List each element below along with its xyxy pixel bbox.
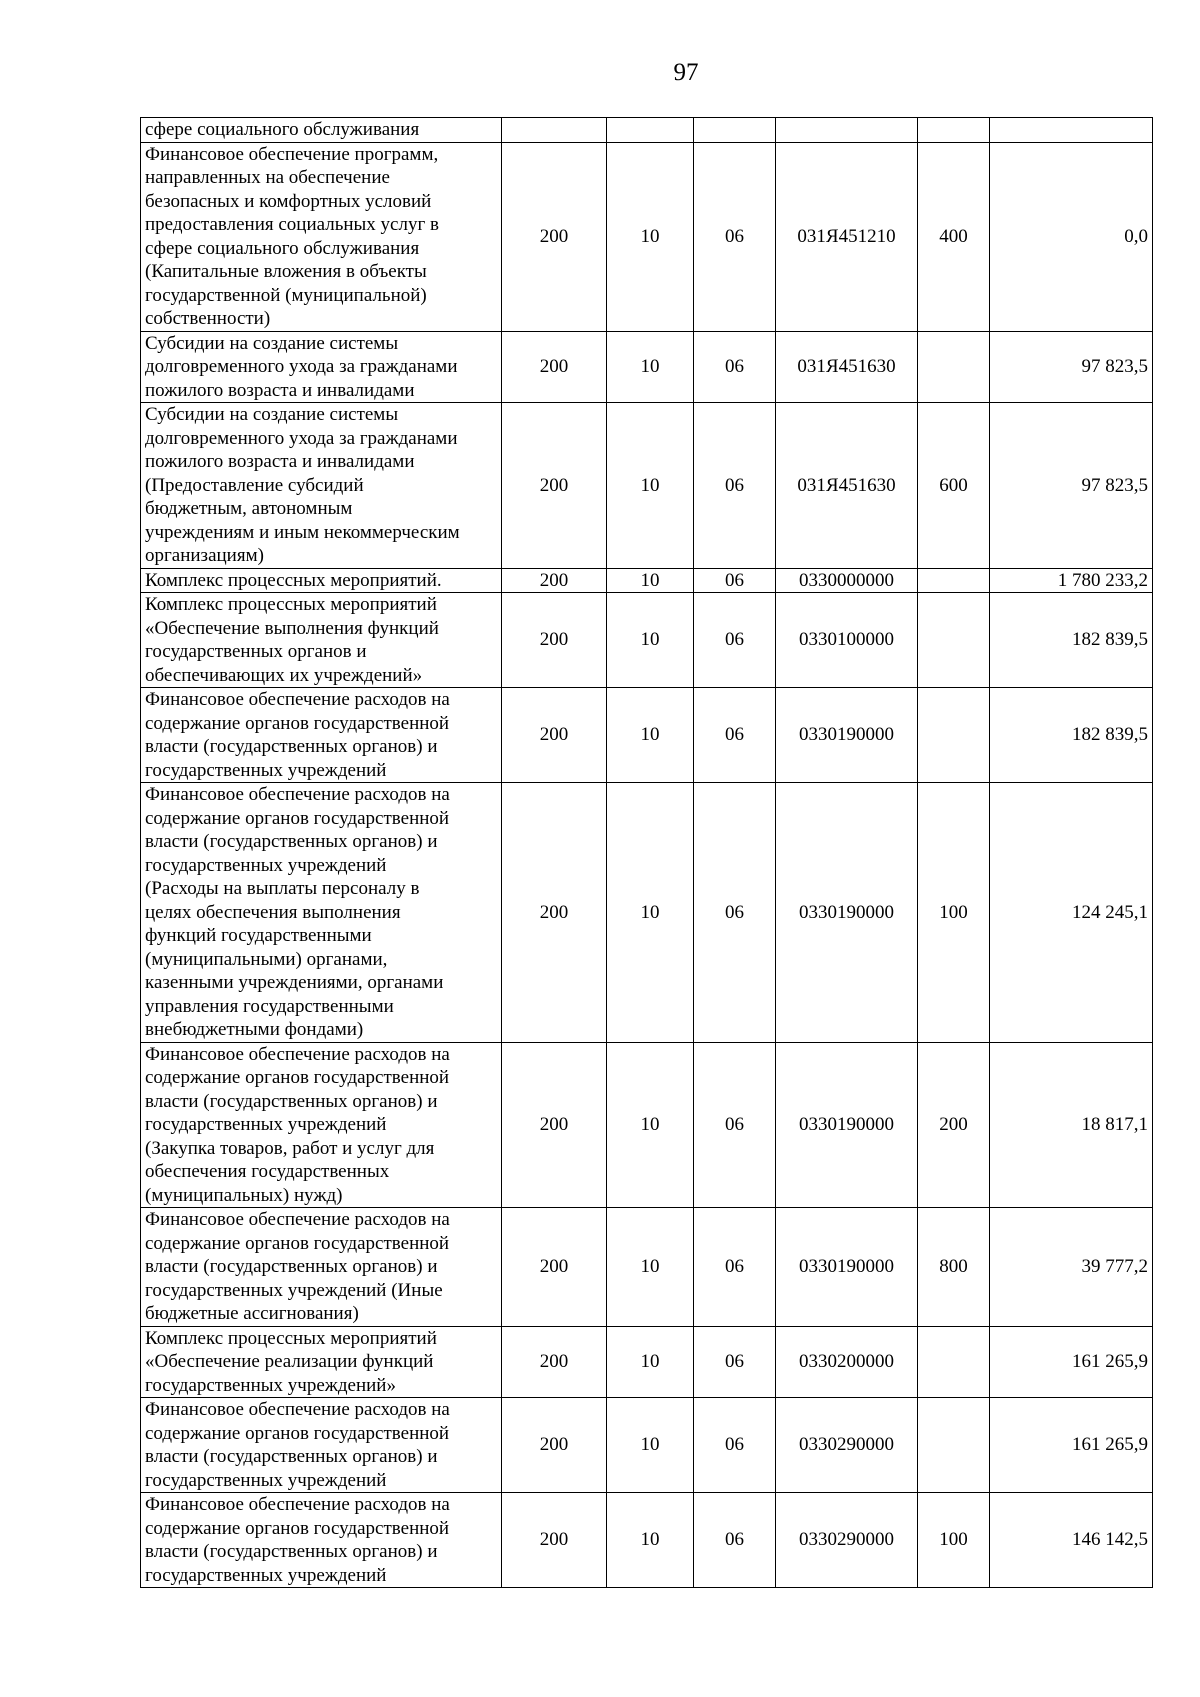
description-line: государственных учреждений [145,759,387,781]
subsection-code-cell: 06 [694,1493,776,1588]
table-row [141,331,1153,403]
section-code-cell: 10 [607,568,694,593]
description-line: (Капитальные вложения в объекты [145,261,427,282]
expense-type-cell [918,688,990,783]
description-cell [141,142,502,331]
target-article-cell: 0330100000 [776,593,918,688]
subsection-code-cell: 06 [694,1208,776,1327]
amount-cell: 182 839,5 [990,593,1153,688]
amount-cell: 146 142,5 [990,1493,1153,1588]
amount-cell: 0,0 [990,142,1153,331]
target-article-cell: 0330290000 [776,1493,918,1588]
table-row [141,403,1153,569]
target-article-cell: 0330190000 [776,1042,918,1208]
ministry-code-cell: 200 [502,331,607,403]
table-row [141,593,1153,688]
description-line: обеспечивающих их учреждений» [145,664,423,686]
section-code-cell: 10 [607,1493,694,1588]
description-line: Комплекс процессных мероприятий [145,1327,437,1349]
table-row [141,142,1153,331]
description-cell [141,1326,502,1398]
description-cell [141,593,502,688]
expense-type-cell [918,568,990,593]
ministry-code-cell [502,118,607,143]
ministry-code-cell: 200 [502,142,607,331]
amount-cell: 18 817,1 [990,1042,1153,1208]
description-line: Финансовое обеспечение расходов на [145,784,450,805]
section-code-cell: 10 [607,1398,694,1493]
subsection-code-cell: 06 [694,593,776,688]
section-code-cell: 10 [607,331,694,403]
description-line: содержание органов государственной [145,1232,450,1254]
expense-type-cell [918,1326,990,1398]
table-row [141,688,1153,783]
ministry-code-cell: 200 [502,1398,607,1493]
target-article-cell: 031Я451210 [776,142,918,331]
description-line: сфере социального обслуживания [145,119,420,140]
section-code-cell: 10 [607,1326,694,1398]
description-line: государственных учреждений [145,1564,387,1586]
amount-cell: 161 265,9 [990,1398,1153,1493]
description-cell [141,1208,502,1327]
description-line: организациям) [145,545,264,566]
subsection-code-cell: 06 [694,688,776,783]
description-line: бюджетные ассигнования) [145,1303,359,1324]
description-line: государственных учреждений» [145,1374,396,1396]
ministry-code-cell: 200 [502,1326,607,1398]
description-line: управления государственными [145,995,394,1017]
expense-type-cell: 400 [918,142,990,331]
description-cell [141,688,502,783]
ministry-code-cell: 200 [502,403,607,569]
description-line: государственных учреждений (Иные [145,1279,443,1301]
description-line: (муниципальными) органами, [145,948,388,970]
description-line: содержание органов государственной [145,1067,450,1088]
description-line: Финансовое обеспечение расходов на [145,689,450,710]
description-line: бюджетным, автономным [145,498,353,519]
description-line: Финансовое обеспечение расходов на [145,1209,450,1230]
section-code-cell: 10 [607,1208,694,1327]
description-line: власти (государственных органов) и [145,1256,438,1277]
amount-cell: 182 839,5 [990,688,1153,783]
ministry-code-cell: 200 [502,1208,607,1327]
description-line: государственной (муниципальной) [145,284,427,306]
table-row [141,1398,1153,1493]
page-number: 97 [673,59,699,86]
section-code-cell: 10 [607,1042,694,1208]
description-line: предоставления социальных услуг в [145,214,439,235]
budget-table-body [141,118,1153,1588]
description-line: власти (государственных органов) и [145,1090,438,1112]
description-line: власти (государственных органов) и [145,1541,438,1562]
description-line: обеспечения государственных [145,1161,390,1182]
ministry-code-cell: 200 [502,568,607,593]
description-line: Комплекс процессных мероприятий. [145,569,442,591]
amount-cell: 124 245,1 [990,783,1153,1043]
expense-type-cell [918,1398,990,1493]
ministry-code-cell: 200 [502,688,607,783]
description-line: Комплекс процессных мероприятий [145,594,437,615]
description-line: направленных на обеспечение [145,167,390,188]
expense-type-cell: 600 [918,403,990,569]
description-cell [141,568,502,593]
description-cell [141,783,502,1043]
amount-cell [990,118,1153,143]
description-line: внебюджетными фондами) [145,1019,364,1040]
expense-type-cell: 800 [918,1208,990,1327]
expense-type-cell: 100 [918,783,990,1043]
description-line: (Предоставление субсидий [145,474,364,496]
amount-cell: 97 823,5 [990,403,1153,569]
ministry-code-cell: 200 [502,593,607,688]
section-code-cell: 10 [607,142,694,331]
ministry-code-cell: 200 [502,1493,607,1588]
description-line: государственных учреждений [145,1114,387,1135]
table-row [141,1042,1153,1208]
description-line: содержание органов государственной [145,1422,450,1444]
description-line: пожилого возраста и инвалидами [145,451,415,472]
description-line: государственных учреждений [145,1469,387,1491]
description-line: (Расходы на выплаты персоналу в [145,878,420,899]
description-line: Финансовое обеспечение программ, [145,143,439,165]
ministry-code-cell: 200 [502,783,607,1043]
description-line: долговременного ухода за гражданами [145,356,458,377]
table-row [141,1493,1153,1588]
description-cell [141,1042,502,1208]
section-code-cell: 10 [607,783,694,1043]
table-row [141,1208,1153,1327]
description-line: сфере социального обслуживания [145,237,420,259]
target-article-cell: 0330290000 [776,1398,918,1493]
description-line: Финансовое обеспечение расходов на [145,1399,450,1420]
expense-type-cell [918,118,990,143]
description-line: Субсидии на создание системы [145,332,399,354]
description-line: власти (государственных органов) и [145,736,438,757]
expense-type-cell [918,331,990,403]
amount-cell: 161 265,9 [990,1326,1153,1398]
table-row [141,1326,1153,1398]
target-article-cell: 031Я451630 [776,403,918,569]
description-line: власти (государственных органов) и [145,1446,438,1467]
target-article-cell: 0330200000 [776,1326,918,1398]
section-code-cell: 10 [607,593,694,688]
description-line: целях обеспечения выполнения [145,901,401,923]
budget-table [140,117,1153,1588]
description-cell [141,403,502,569]
description-line: казенными учреждениями, органами [145,972,444,993]
description-line: «Обеспечение реализации функций [145,1351,434,1372]
description-line: содержание органов государственной [145,1517,450,1539]
subsection-code-cell [694,118,776,143]
section-code-cell: 10 [607,403,694,569]
description-line: функций государственными [145,925,372,946]
description-cell [141,118,502,143]
description-line: (Закупка товаров, работ и услуг для [145,1137,435,1159]
description-line: государственных учреждений [145,854,387,876]
amount-cell: 97 823,5 [990,331,1153,403]
description-line: Финансовое обеспечение расходов на [145,1043,450,1065]
description-line: долговременного ухода за гражданами [145,427,458,449]
section-code-cell [607,118,694,143]
description-line: содержание органов государственной [145,807,450,829]
description-line: Финансовое обеспечение расходов на [145,1494,450,1515]
description-line: собственности) [145,308,271,329]
description-cell [141,1493,502,1588]
subsection-code-cell: 06 [694,1042,776,1208]
description-line: пожилого возраста и инвалидами [145,379,415,401]
ministry-code-cell: 200 [502,1042,607,1208]
description-line: содержание органов государственной [145,712,450,734]
subsection-code-cell: 06 [694,331,776,403]
subsection-code-cell: 06 [694,783,776,1043]
subsection-code-cell: 06 [694,1398,776,1493]
expense-type-cell: 100 [918,1493,990,1588]
expense-type-cell: 200 [918,1042,990,1208]
section-code-cell: 10 [607,688,694,783]
subsection-code-cell: 06 [694,1326,776,1398]
description-line: государственных органов и [145,641,367,662]
target-article-cell: 0330190000 [776,1208,918,1327]
description-cell [141,331,502,403]
amount-cell: 39 777,2 [990,1208,1153,1327]
description-line: власти (государственных органов) и [145,831,438,852]
amount-cell: 1 780 233,2 [990,568,1153,593]
table-row [141,118,1153,143]
table-row [141,568,1153,593]
target-article-cell: 0330190000 [776,783,918,1043]
description-line: Субсидии на создание системы [145,404,399,425]
description-line: «Обеспечение выполнения функций [145,617,439,639]
target-article-cell: 0330190000 [776,688,918,783]
target-article-cell: 0330000000 [776,568,918,593]
expense-type-cell [918,593,990,688]
description-line: (муниципальных) нужд) [145,1184,343,1206]
target-article-cell [776,118,918,143]
target-article-cell: 031Я451630 [776,331,918,403]
description-line: учреждениям и иным некоммерческим [145,521,460,543]
table-row [141,783,1153,1043]
subsection-code-cell: 06 [694,403,776,569]
subsection-code-cell: 06 [694,568,776,593]
description-cell [141,1398,502,1493]
description-line: безопасных и комфортных условий [145,190,432,212]
subsection-code-cell: 06 [694,142,776,331]
